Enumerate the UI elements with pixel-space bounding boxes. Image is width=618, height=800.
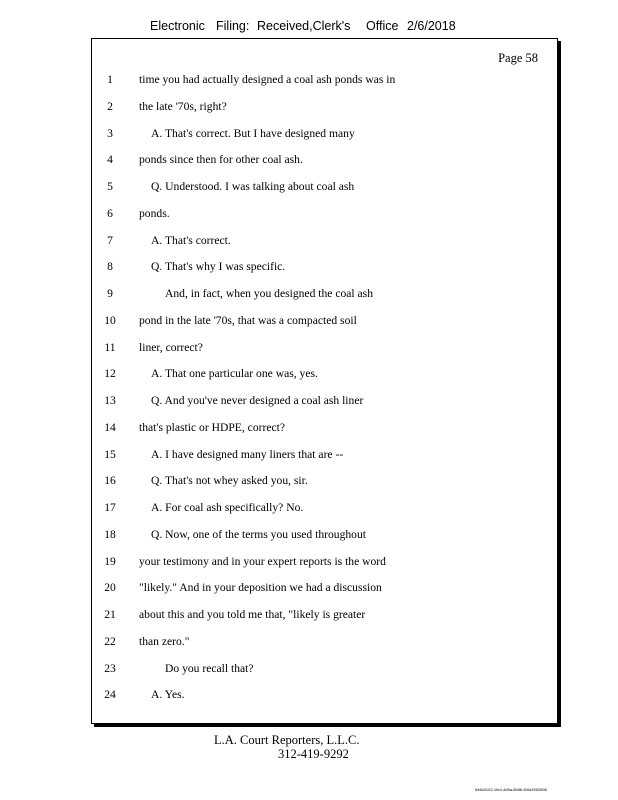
line-text: Do you recall that? [165, 661, 254, 675]
line-number: 8 [107, 260, 113, 274]
line-number: 18 [104, 527, 116, 541]
line-text: pond in the late '70s, that was a compacted soil [139, 313, 357, 327]
line-number: 4 [107, 153, 113, 167]
line-number: 3 [107, 126, 113, 140]
line-number: 12 [104, 367, 116, 381]
line-text: your testimony and in your expert reports is the word [139, 554, 386, 568]
line-number: 7 [107, 233, 113, 247]
transcript-line [92, 73, 557, 99]
transcript-line [92, 314, 557, 340]
line-number: 14 [104, 420, 116, 434]
page-number: Page 58 [498, 51, 538, 65]
transcript-line [92, 688, 557, 714]
line-number: 5 [107, 180, 113, 193]
transcript-line [92, 635, 557, 661]
reporter-company: L.A. Court Reporters, L.L.C. [214, 733, 360, 747]
line-number: 1 [107, 73, 113, 86]
transcript-line [92, 608, 557, 634]
line-text: A. I have designed many liners that are -- [151, 447, 344, 461]
line-number: 23 [104, 661, 116, 675]
line-text: the late '70s, right? [139, 99, 227, 113]
transcript-line [92, 394, 557, 420]
transcript-line [92, 234, 557, 260]
line-number: 9 [107, 287, 113, 300]
transcript-line [92, 367, 557, 393]
filing-stamp-part: Received,Clerk's [257, 19, 351, 33]
line-text: that's plastic or HDPE, correct? [139, 420, 285, 434]
line-text: ponds since then for other coal ash. [139, 153, 303, 167]
transcript-page [91, 38, 558, 724]
transcript-line [92, 100, 557, 126]
filing-stamp-part: 2/6/2018 [407, 19, 456, 33]
filing-stamp-part: Filing: [216, 19, 250, 33]
transcript-line [92, 501, 557, 527]
transcript-line [92, 207, 557, 233]
line-text: A. That's correct. [151, 233, 231, 247]
transcript-line [92, 180, 557, 206]
line-number: 15 [104, 447, 116, 461]
line-number: 10 [104, 313, 116, 327]
transcript-line [92, 421, 557, 447]
transcript-line [92, 448, 557, 474]
line-text: And, in fact, when you designed the coal ash [165, 287, 373, 300]
document-id: 546c5102-1fe4-4d5a-8b56-f00a3952896 [475, 787, 547, 792]
transcript-line [92, 341, 557, 367]
line-number: 17 [104, 501, 116, 514]
transcript-line [92, 528, 557, 554]
transcript-line [92, 127, 557, 153]
line-text: A. That's correct. But I have designed many [151, 126, 355, 140]
filing-stamp-part: Electronic [150, 19, 205, 33]
line-number: 2 [107, 99, 113, 113]
transcript-line [92, 287, 557, 313]
line-text: than zero." [139, 634, 190, 648]
line-number: 19 [104, 554, 116, 568]
reporter-phone: 312-419-9292 [278, 747, 349, 761]
filing-stamp-part: Office [366, 19, 399, 33]
line-number: 13 [104, 394, 116, 407]
line-text: A. For coal ash specifically? No. [151, 501, 304, 514]
line-number: 22 [104, 634, 116, 648]
line-text: Q. That's why I was specific. [151, 260, 286, 274]
transcript-line [92, 153, 557, 179]
line-number: 6 [107, 206, 113, 220]
transcript-line [92, 662, 557, 688]
line-text: A. That one particular one was, yes. [151, 367, 318, 381]
line-number: 11 [104, 340, 116, 354]
line-text: time you had actually designed a coal ash ponds was in [139, 73, 396, 86]
line-text: liner, correct? [139, 340, 203, 354]
transcript-line [92, 260, 557, 286]
line-text: Q. Understood. I was talking about coal ash [151, 180, 355, 193]
line-text: about this and you told me that, "likely is greater [139, 608, 366, 621]
line-text: "likely." And in your deposition we had a discussion [139, 581, 382, 595]
line-text: Q. And you've never designed a coal ash liner [151, 394, 364, 407]
line-text: Q. Now, one of the terms you used throughout [151, 527, 366, 541]
line-number: 21 [104, 608, 116, 621]
line-number: 20 [104, 581, 116, 595]
transcript-line [92, 474, 557, 500]
line-text: Q. That's not whey asked you, sir. [151, 474, 308, 488]
transcript-line [92, 555, 557, 581]
line-number: 24 [104, 688, 116, 702]
line-number: 16 [104, 474, 116, 488]
line-text: ponds. [139, 206, 170, 220]
transcript-line [92, 581, 557, 607]
line-text: A. Yes. [151, 688, 185, 702]
